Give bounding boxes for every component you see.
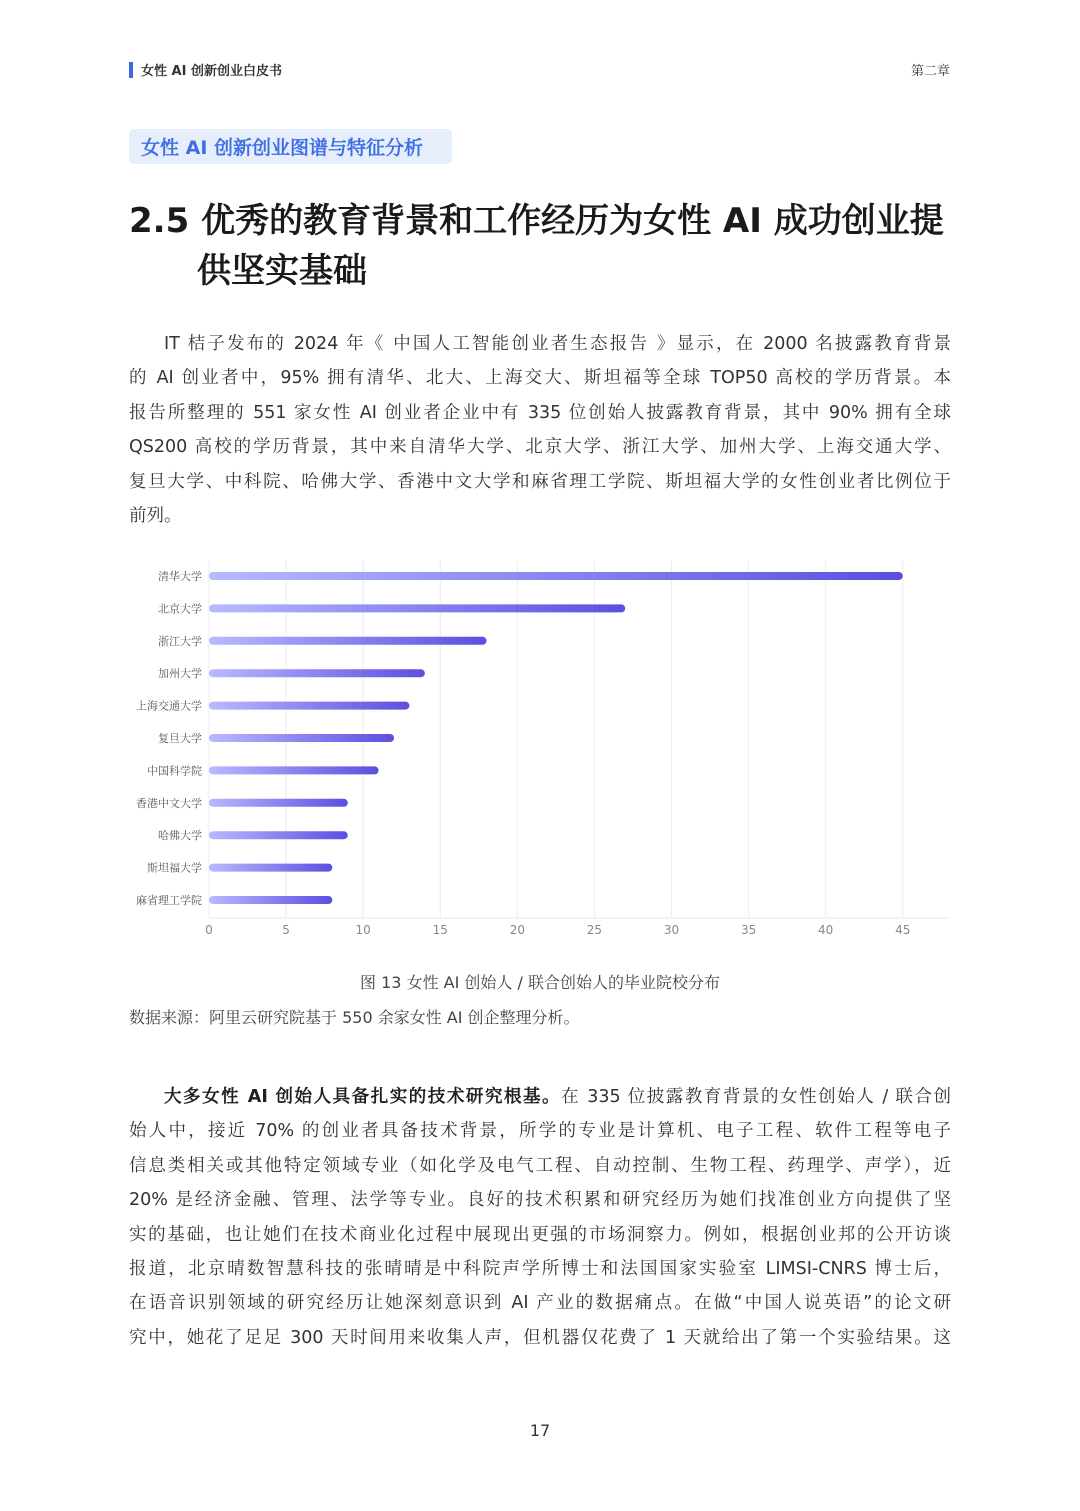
chart-x-tick-label: 0 (205, 923, 213, 937)
chart-category-label: 斯坦福大学 (147, 861, 202, 875)
section-heading-line-1: 2.5 优秀的教育背景和工作经历为女性 AI 成功创业提 (129, 201, 944, 241)
chart-bar (209, 572, 903, 580)
chart-x-tick-label: 35 (740, 923, 757, 937)
chart-bar (209, 669, 425, 677)
chart-category-label: 上海交通大学 (136, 699, 202, 713)
chart-bar (209, 637, 487, 645)
paragraph-line: 复旦大学、中科院、哈佛大学、香港中文大学和麻省理工学院、斯坦福大学的女性创业者比例位于 (129, 471, 951, 492)
paragraph-lead-rest: 在 335 位披露教育背景的女性创始人 / 联合创 (561, 1087, 951, 1107)
chart-category-label: 中国科学院 (147, 764, 202, 778)
chart-bar (209, 896, 332, 904)
chapter-label: 第二章 (910, 64, 950, 79)
chart-x-tick-label: 40 (818, 923, 834, 937)
section-tag: 女性 AI 创新创业图谱与特征分析 (129, 129, 452, 164)
paragraph-line: 20% 是经济金融、管理、法学等专业。良好的技术积累和研究经历为她们找准创业方向提供了坚 (129, 1190, 951, 1211)
chart-bar (209, 702, 409, 710)
paragraph-line: QS200 高校的学历背景，其中来自清华大学、北京大学、浙江大学、加州大学、上海交通大学、 (129, 437, 951, 458)
chart-bar (209, 734, 394, 742)
body-paragraph (129, 1080, 951, 1355)
header-accent-bar (129, 62, 133, 78)
university-bar-chart (129, 560, 959, 945)
chart-category-label: 哈佛大学 (158, 829, 202, 843)
paragraph-bold-lead: 大多女性 AI 创始人具备扎实的技术研究根基。 (164, 1087, 562, 1107)
paragraph-line: 报道，北京晴数智慧科技的张晴晴是中科院声学所博士和法国国家实验室 LIMSI-CNRS 博士后， (129, 1258, 951, 1279)
chart-category-labels (136, 569, 202, 907)
paragraph-line: 报告所整理的 551 家女性 AI 创业者企业中有 335 位创始人披露教育背景，其中 90% 拥有全球 (129, 402, 951, 423)
chart-category-label: 清华大学 (158, 570, 202, 583)
paragraph-line (129, 1080, 951, 1114)
chart-x-tick-label: 15 (432, 923, 448, 937)
chart-x-tick-label: 5 (282, 923, 290, 937)
chart-x-ticks (205, 923, 910, 937)
figure-source: 数据来源：阿里云研究院基于 550 余家女性 AI 创企整理分析。 (129, 1008, 580, 1027)
chart-bar (209, 831, 348, 839)
paragraph-line: 的 AI 创业者中，95% 拥有清华、北大、上海交大、斯坦福等全球 TOP50 高校的学历背景。本 (129, 368, 951, 389)
chart-bar (209, 604, 625, 612)
chart-x-tick-label: 20 (509, 923, 525, 937)
chart-category-label: 麻省理工学院 (136, 894, 202, 907)
chart-x-tick-label: 25 (586, 923, 603, 937)
chart-bar (209, 864, 332, 872)
chart-bars (209, 572, 903, 904)
chart-category-label: 北京大学 (158, 602, 202, 616)
paragraph-line: 始人中，接近 70% 的创业者具备技术背景，所学的专业是计算机、电子工程、软件工程等电子 (129, 1121, 951, 1142)
paragraph-line: 前列。 (129, 505, 182, 526)
chart-category-label: 加州大学 (158, 667, 202, 681)
paragraph-line: 信息类相关或其他特定领域专业（如化学及电气工程、自动控制、生物工程、药理学、声学），近 (129, 1155, 951, 1176)
intro-paragraph (129, 327, 951, 533)
paragraph-line: 在语音识别领域的研究经历让她深刻意识到 AI 产业的数据痛点。在做“中国人说英语”的论文研 (129, 1293, 951, 1314)
chart-x-tick-label: 30 (663, 923, 680, 937)
document-title: 女性 AI 创新创业白皮书 (141, 64, 282, 79)
chart-x-tick-label: 10 (355, 923, 371, 937)
paragraph-line: IT 桔子发布的 2024 年《 中国人工智能创业者生态报告 》显示，在 2000 名披露教育背景 (164, 334, 951, 354)
chart-category-label: 浙江大学 (158, 634, 202, 648)
chart-category-label: 香港中文大学 (136, 796, 202, 810)
running-header (129, 60, 282, 79)
paragraph-line: 实的基础，也让她们在技术商业化过程中展现出更强的市场洞察力。例如，根据创业邦的公开访谈 (129, 1224, 951, 1245)
section-heading-line-2: 供坚实基础 (197, 251, 367, 291)
paragraph-line: 究中，她花了足足 300 天时间用来收集人声，但机器仅花费了 1 天就给出了第一个实验结果。这 (129, 1327, 951, 1348)
chart-bar (209, 766, 379, 774)
chart-category-label: 复旦大学 (158, 732, 202, 745)
page-number: 17 (529, 1421, 551, 1440)
figure-caption: 图 13 女性 AI 创始人 / 联合创始人的毕业院校分布 (360, 973, 720, 992)
chart-x-tick-label: 45 (895, 923, 911, 937)
chart-bar (209, 799, 348, 807)
